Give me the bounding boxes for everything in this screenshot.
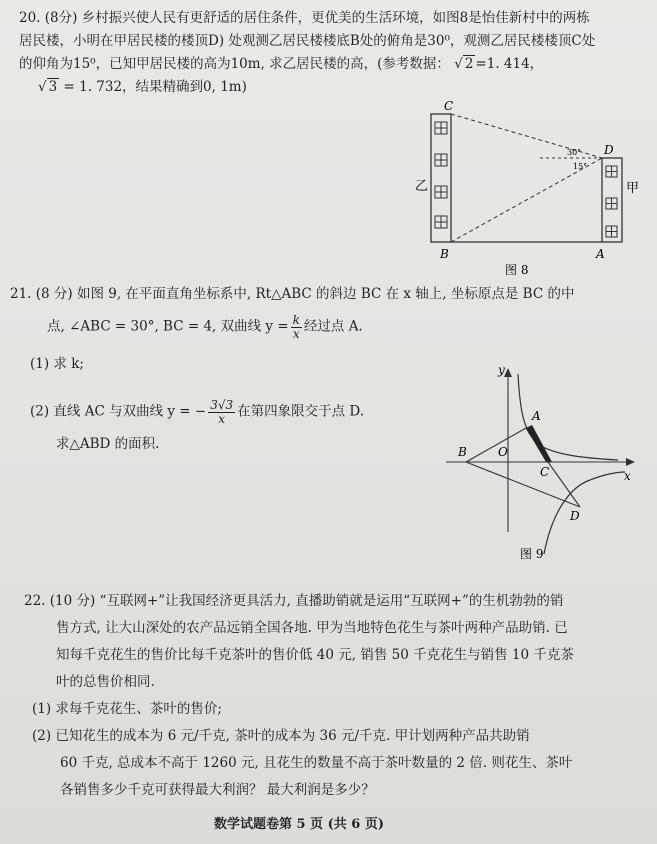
q21-part1: (1) 求 k; [30, 356, 84, 372]
figure-9 [440, 362, 645, 564]
fig8-label-B: B [440, 247, 449, 261]
q22-part2-line2: 60 千克, 总成本不高于 1260 元, 且花生的数量不高于茶叶数量的 2 倍. 则花生、茶叶 [60, 755, 573, 771]
q22-part2-line3: 各销售多少千克可获得最大利润？ 最大利润是多少？ [60, 782, 375, 798]
k-fraction: $\frac{k}{x}$ [292, 313, 300, 341]
q20-line3: 的仰角为15⁰，已知甲居民楼的高为10m, 求乙居民楼的高，(参考数据： √ 2 =1. 414， [19, 56, 544, 72]
q21-part2: (2) 直线 AC 与双曲线 y = − $\frac{3√3}{x}$ 在第四象限交于点 D. [30, 398, 365, 426]
fig9-label-y: y [498, 363, 505, 377]
q22-part1: (1) 求每千克花生、茶叶的售价; [32, 701, 222, 717]
fig8-angle-1: 30° [567, 148, 582, 157]
q22-line3: 知每千克花生的售价比每千克茶叶的售价低 40 元, 销售 50 千克花生与销售 10 千克茶 [56, 647, 574, 663]
fig8-label-C: C [444, 100, 454, 113]
fig8-label-yi: 乙 [415, 179, 429, 194]
q22-line1: 22. (10 分) “互联网+”让我国经济更具活力, 直播助销就是运用“互联网+”的生机勃勃的销 [24, 593, 564, 609]
q20-line2: 居民楼，小明在甲居民楼的楼顶D) 处观测乙居民楼楼底B处的俯角是30⁰，观测乙居民楼楼顶C处 [19, 33, 596, 49]
q22-line4: 叶的总售价相同. [56, 674, 155, 690]
q20-line1: 20. (8分) 乡村振兴使人民有更舒适的居住条件，更优美的生活环境，如图8是怡佳新村中的两栋 [19, 10, 590, 26]
figure-8 [400, 100, 650, 280]
q21-line1: 21. (8 分) 如图 9, 在平面直角坐标系中, Rt△ABC 的斜边 BC 在 x 轴上, 坐标原点是 BC 的中 [10, 286, 575, 302]
sqrt3-value: 3 [48, 79, 58, 95]
fig9-caption: 图 9 [520, 547, 544, 561]
q21-part2c: 求△ABD 的面积. [56, 436, 160, 452]
sqrt2-value: 2 [464, 56, 474, 72]
fig9-label-B: B [458, 445, 467, 459]
fig8-label-A: A [596, 247, 605, 261]
fig8-caption: 图 8 [505, 263, 529, 277]
fig8-angle-2: 15° [573, 162, 588, 171]
q21-line2: 点, ∠ABC = 30°, BC = 4, 双曲线 y = $\frac{k}{x}$ 经过点 A. [47, 313, 363, 341]
fig9-label-x: x [624, 469, 631, 483]
q22-line2: 售方式, 让大山深处的农产品远销全国各地. 甲为当地特色花生与茶叶两种产品助销. 已 [56, 620, 568, 636]
q22-part2-line1: (2) 已知花生的成本为 6 元/千克, 茶叶的成本为 36 元/千克. 甲计划两种产品共助销 [32, 728, 530, 744]
fig9-label-D: D [570, 509, 580, 523]
fig9-label-A: A [532, 409, 541, 423]
q20-line4: √ 3 = 1. 732，结果精确到0, 1m) [38, 79, 247, 95]
fig9-label-C: C [540, 465, 550, 479]
fig8-label-D: D [604, 143, 614, 157]
page-footer: 数学试题卷第 5 页 (共 6 页) [214, 817, 385, 832]
fig9-label-O: O [498, 445, 508, 459]
fig8-label-jia: 甲 [626, 181, 640, 196]
neg-3sqrt3-fraction: $\frac{3√3}{x}$ [210, 398, 234, 426]
